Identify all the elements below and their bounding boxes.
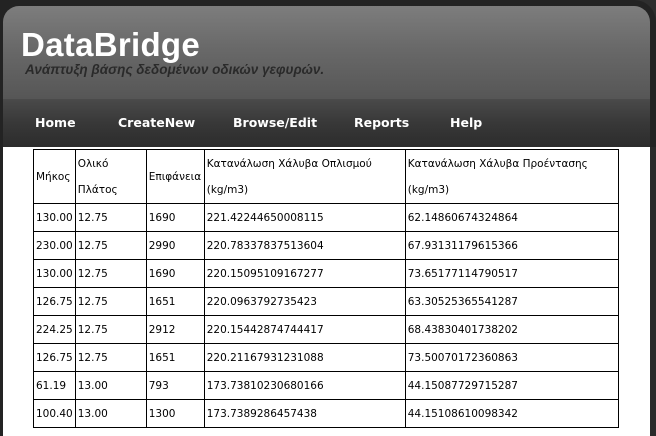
header-reinforcing-steel: Κατανάλωση Χάλυβα Οπλισμού (kg/m3) xyxy=(204,150,405,204)
cell-length: 224.25 xyxy=(34,316,76,344)
cell-total-width: 12.75 xyxy=(75,316,146,344)
nav-help-link[interactable]: Help xyxy=(450,115,483,130)
main-nav xyxy=(3,99,650,147)
cell-reinforcing-steel: 220.0963792735423 xyxy=(204,288,405,316)
cell-prestressing-steel: 62.14860674324864 xyxy=(405,204,618,232)
table-row xyxy=(34,204,619,232)
nav-reports-link[interactable]: Reports xyxy=(354,115,410,130)
table-body xyxy=(34,204,619,428)
cell-area: 1651 xyxy=(146,344,204,372)
table-row xyxy=(34,400,619,428)
cell-length: 230.00 xyxy=(34,232,76,260)
cell-length: 130.00 xyxy=(34,204,76,232)
cell-reinforcing-steel: 221.42244650008115 xyxy=(204,204,405,232)
nav-createnew-link[interactable]: CreateNew xyxy=(118,115,196,130)
scrollbar-edge[interactable] xyxy=(650,147,656,436)
header-length: Μήκος xyxy=(34,150,76,204)
table-row xyxy=(34,260,619,288)
site-logo[interactable]: DataBridge xyxy=(21,26,201,63)
cell-total-width: 12.75 xyxy=(75,204,146,232)
cell-prestressing-steel: 67.93131179615366 xyxy=(405,232,618,260)
cell-prestressing-steel: 73.50070172360863 xyxy=(405,344,618,372)
nav-browse-edit-link[interactable]: Browse/Edit xyxy=(233,115,318,130)
cell-total-width: 12.75 xyxy=(75,232,146,260)
bridge-report-table xyxy=(33,149,619,428)
cell-total-width: 13.00 xyxy=(75,372,146,400)
cell-total-width: 12.75 xyxy=(75,260,146,288)
header-prestressing-steel: Κατανάλωση Χάλυβα Προέντασης (kg/m3) xyxy=(405,150,618,204)
cell-area: 1651 xyxy=(146,288,204,316)
cell-reinforcing-steel: 220.21167931231088 xyxy=(204,344,405,372)
cell-area: 1690 xyxy=(146,204,204,232)
cell-total-width: 12.75 xyxy=(75,344,146,372)
cell-area: 2990 xyxy=(146,232,204,260)
cell-prestressing-steel: 73.65177114790517 xyxy=(405,260,618,288)
cell-reinforcing-steel: 220.15442874744417 xyxy=(204,316,405,344)
cell-length: 126.75 xyxy=(34,288,76,316)
cell-length: 130.00 xyxy=(34,260,76,288)
table-row xyxy=(34,232,619,260)
table-row xyxy=(34,344,619,372)
header-total-width: Ολικό Πλάτος xyxy=(75,150,146,204)
cell-prestressing-steel: 63.30525365541287 xyxy=(405,288,618,316)
cell-total-width: 13.00 xyxy=(75,400,146,428)
cell-reinforcing-steel: 173.7389286457438 xyxy=(204,400,405,428)
cell-length: 126.75 xyxy=(34,344,76,372)
cell-reinforcing-steel: 173.73810230680166 xyxy=(204,372,405,400)
header-area: Επιφάνεια xyxy=(146,150,204,204)
nav-home-link[interactable]: Home xyxy=(35,115,76,130)
site-tagline: Ανάπτυξη βάσης δεδομένων οδικών γεφυρών. xyxy=(25,62,325,77)
cell-prestressing-steel: 44.15087729715287 xyxy=(405,372,618,400)
cell-prestressing-steel: 44.15108610098342 xyxy=(405,400,618,428)
cell-area: 1300 xyxy=(146,400,204,428)
table-row xyxy=(34,316,619,344)
content-area xyxy=(3,147,650,436)
cell-area: 2912 xyxy=(146,316,204,344)
cell-reinforcing-steel: 220.78337837513604 xyxy=(204,232,405,260)
cell-total-width: 12.75 xyxy=(75,288,146,316)
cell-prestressing-steel: 68.43830401738202 xyxy=(405,316,618,344)
cell-area: 1690 xyxy=(146,260,204,288)
table-row xyxy=(34,288,619,316)
cell-length: 61.19 xyxy=(34,372,76,400)
cell-area: 793 xyxy=(146,372,204,400)
cell-length: 100.40 xyxy=(34,400,76,428)
table-header-row xyxy=(34,150,619,204)
table-row xyxy=(34,372,619,400)
site-header xyxy=(3,6,650,99)
cell-reinforcing-steel: 220.15095109167277 xyxy=(204,260,405,288)
